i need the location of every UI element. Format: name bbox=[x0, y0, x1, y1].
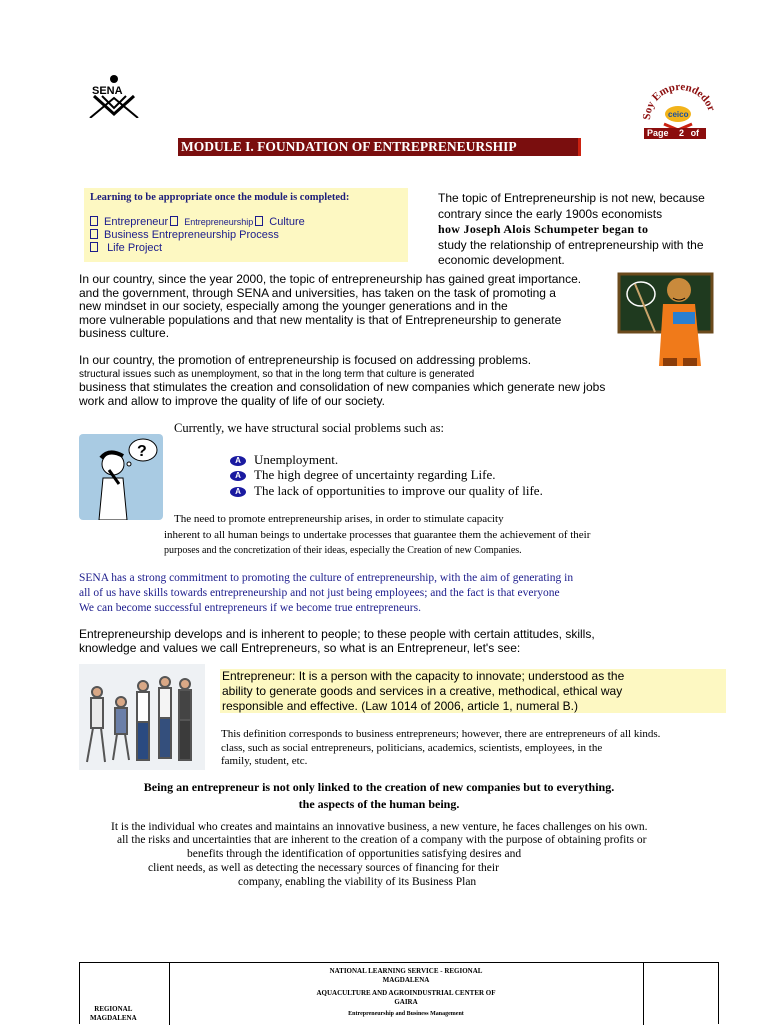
sena-logo-text: SENA bbox=[92, 85, 123, 97]
para-line: purposes and the concretization of their ideas, especially the Creation of new Companies. bbox=[164, 545, 522, 556]
bullet-box-icon bbox=[90, 229, 98, 239]
para-line: all the risks and uncertainties that are inherent to the creation of a company with the purpose of obtaining profits or bbox=[117, 834, 647, 846]
problem-item-label: The high degree of uncertainty regarding Life. bbox=[254, 467, 496, 482]
soy-logo-text: Soy Emprendedor bbox=[640, 80, 718, 121]
page-number: 2 bbox=[679, 128, 685, 138]
paragraph-promotion bbox=[79, 354, 619, 408]
learning-item-2 bbox=[90, 229, 279, 241]
learning-item-1b: Entrepreneurship bbox=[184, 217, 254, 227]
footer-left-cell bbox=[80, 963, 170, 1025]
para-line: new mindset in our society, especially among the younger generations and in the bbox=[79, 299, 508, 313]
svg-text:?: ? bbox=[137, 443, 147, 460]
para-line: knowledge and values we call Entrepreneurs, so what is an Entrepreneur, let's see: bbox=[79, 640, 521, 655]
definition-line: ability to generate goods and services in a creative, methodical, ethical way bbox=[222, 684, 623, 698]
para-line: more vulnerable populations and that new mentality is that of Entrepreneurship to generate bbox=[79, 312, 562, 327]
learning-item-2-label: Business Entrepreneurship Process bbox=[104, 229, 279, 241]
page-indicator bbox=[644, 128, 706, 139]
para-line: and the government, through SENA and universities, has taken on the task of promoting a bbox=[79, 285, 556, 300]
para-line: In our country, the promotion of entrepreneurship is focused on addressing problems. bbox=[79, 353, 532, 367]
module-title: MODULE I. FOUNDATION OF ENTREPRENEURSHIP bbox=[178, 138, 581, 156]
para-line: In our country, since the year 2000, the topic of entrepreneurship has gained great importance. bbox=[79, 272, 582, 286]
bold-line: Being an entrepreneur is not only linked to the creation of new companies but to everything. bbox=[143, 780, 615, 794]
problem-item-label: Unemployment. bbox=[254, 452, 339, 467]
para-line: Entrepreneurship develops and is inherent to people; to these people with certain attitudes, skills, bbox=[79, 627, 595, 641]
para-line: The need to promote entrepreneurship arises, in order to stimulate capacity bbox=[174, 513, 504, 525]
footer-center-line: MAGDALENA bbox=[382, 976, 430, 984]
sena-logo bbox=[88, 74, 140, 118]
learning-objectives-box bbox=[84, 188, 408, 262]
para-line: benefits through the identification of opportunities satisfying desires and bbox=[187, 848, 522, 860]
para-line: business that stimulates the creation and consolidation of new companies which generate new jobs bbox=[79, 380, 606, 394]
footer-table bbox=[79, 962, 719, 1024]
paragraph-entrepreneurship-importance bbox=[79, 273, 599, 341]
para-line: client needs, as well as detecting the necessary sources of financing for their bbox=[148, 862, 499, 874]
intro-line: study the relationship of entrepreneurship with the bbox=[438, 237, 704, 252]
footer-center-cell bbox=[169, 963, 644, 1025]
paragraph-individual bbox=[79, 821, 739, 891]
intro-line: The topic of Entrepreneurship is not new, because bbox=[438, 191, 705, 205]
para-line: structural issues such as unemployment, so that in the long term that culture is generated bbox=[79, 368, 475, 380]
footer-center-line: AQUACULTURE AND AGROINDUSTRIAL CENTER OF bbox=[316, 989, 496, 997]
footer-right-cell bbox=[644, 963, 719, 1025]
bullet-box-icon bbox=[90, 242, 98, 252]
group-jumping-photo bbox=[79, 664, 205, 770]
footer-left-line: REGIONAL bbox=[94, 1005, 133, 1013]
paragraph-sena-commitment bbox=[79, 571, 622, 616]
problem-item-label: The lack of opportunities to improve our quality of life. bbox=[254, 483, 543, 498]
learning-title: Learning to be appropriate once the module is completed: bbox=[90, 192, 350, 203]
bullet-box-icon bbox=[170, 216, 178, 226]
page-label: Page bbox=[647, 128, 669, 138]
intro-line: contrary since the early 1900s economists bbox=[438, 206, 663, 221]
definition-note bbox=[221, 728, 662, 769]
learning-item-1 bbox=[90, 216, 305, 228]
para-line: company, enabling the viability of its Business Plan bbox=[238, 876, 477, 888]
entrepreneur-definition-box bbox=[220, 669, 726, 713]
para-line: inherent to all human beings to undertake processes that guarantee them the achievement of their bbox=[164, 529, 591, 541]
bullet-box-icon bbox=[90, 216, 98, 226]
para-line: all of us have skills towards entrepreneurship and not just being employees; and the fact is that everyone bbox=[79, 587, 560, 599]
intro-line: economic development. bbox=[438, 253, 565, 267]
bullet-a-icon: A bbox=[230, 487, 246, 497]
para-line: It is the individual who creates and maintains an innovative business, a new venture, he faces challenges on his own. bbox=[111, 821, 648, 833]
para-line: work and allow to improve the quality of life of our society. bbox=[79, 393, 385, 408]
para-line: This definition corresponds to business entrepreneurs; however, there are entrepreneurs of all kinds. bbox=[221, 728, 661, 740]
para-line: class, such as social entrepreneurs, politicians, academics, scientists, employees, in the bbox=[221, 741, 603, 754]
paragraph-need bbox=[164, 511, 662, 559]
intro-line-bold: how Joseph Alois Schumpeter began to bbox=[438, 222, 649, 236]
definition-line: responsible and effective. (Law 1014 of 2006, article 1, numeral B.) bbox=[222, 699, 578, 713]
page-of: of bbox=[690, 128, 700, 138]
bullet-box-icon bbox=[255, 216, 263, 226]
definition-line: Entrepreneur: It is a person with the capacity to innovate; understood as the bbox=[222, 669, 625, 683]
footer-center-line: Entrepreneurship and Business Management bbox=[348, 1011, 464, 1017]
learning-item-1c: Culture bbox=[269, 216, 305, 228]
thinking-person-illustration bbox=[79, 434, 163, 520]
learning-item-3-label: Life Project bbox=[107, 242, 163, 254]
soy-logo-inner: ceico bbox=[668, 110, 689, 119]
para-line: business culture. bbox=[79, 326, 170, 340]
paragraph-develops bbox=[79, 628, 599, 655]
para-line: We can become successful entrepreneurs if we become true entrepreneurs. bbox=[79, 602, 421, 614]
footer-left-line: MAGDALENA bbox=[90, 1014, 137, 1022]
bold-line: the aspects of the human being. bbox=[298, 797, 460, 811]
learning-item-1a: Entrepreneur bbox=[104, 216, 169, 228]
para-line: SENA has a strong commitment to promoting the culture of entrepreneurship, with the aim of generating in bbox=[79, 572, 574, 584]
teacher-illustration bbox=[617, 272, 714, 368]
footer-center-line: GAIRA bbox=[394, 998, 418, 1006]
problem-item-3 bbox=[230, 483, 543, 499]
bullet-a-icon: A bbox=[230, 456, 246, 466]
problem-item-1 bbox=[230, 452, 338, 468]
para-line: family, student, etc. bbox=[221, 755, 308, 767]
problems-intro: Currently, we have structural social problems such as: bbox=[174, 421, 444, 435]
footer-center-line: NATIONAL LEARNING SERVICE - REGIONAL bbox=[329, 967, 483, 975]
bold-statement bbox=[79, 779, 679, 813]
bullet-a-icon: A bbox=[230, 471, 246, 481]
intro-paragraph bbox=[438, 191, 714, 269]
problem-item-2 bbox=[230, 467, 495, 483]
learning-item-3 bbox=[90, 242, 162, 254]
